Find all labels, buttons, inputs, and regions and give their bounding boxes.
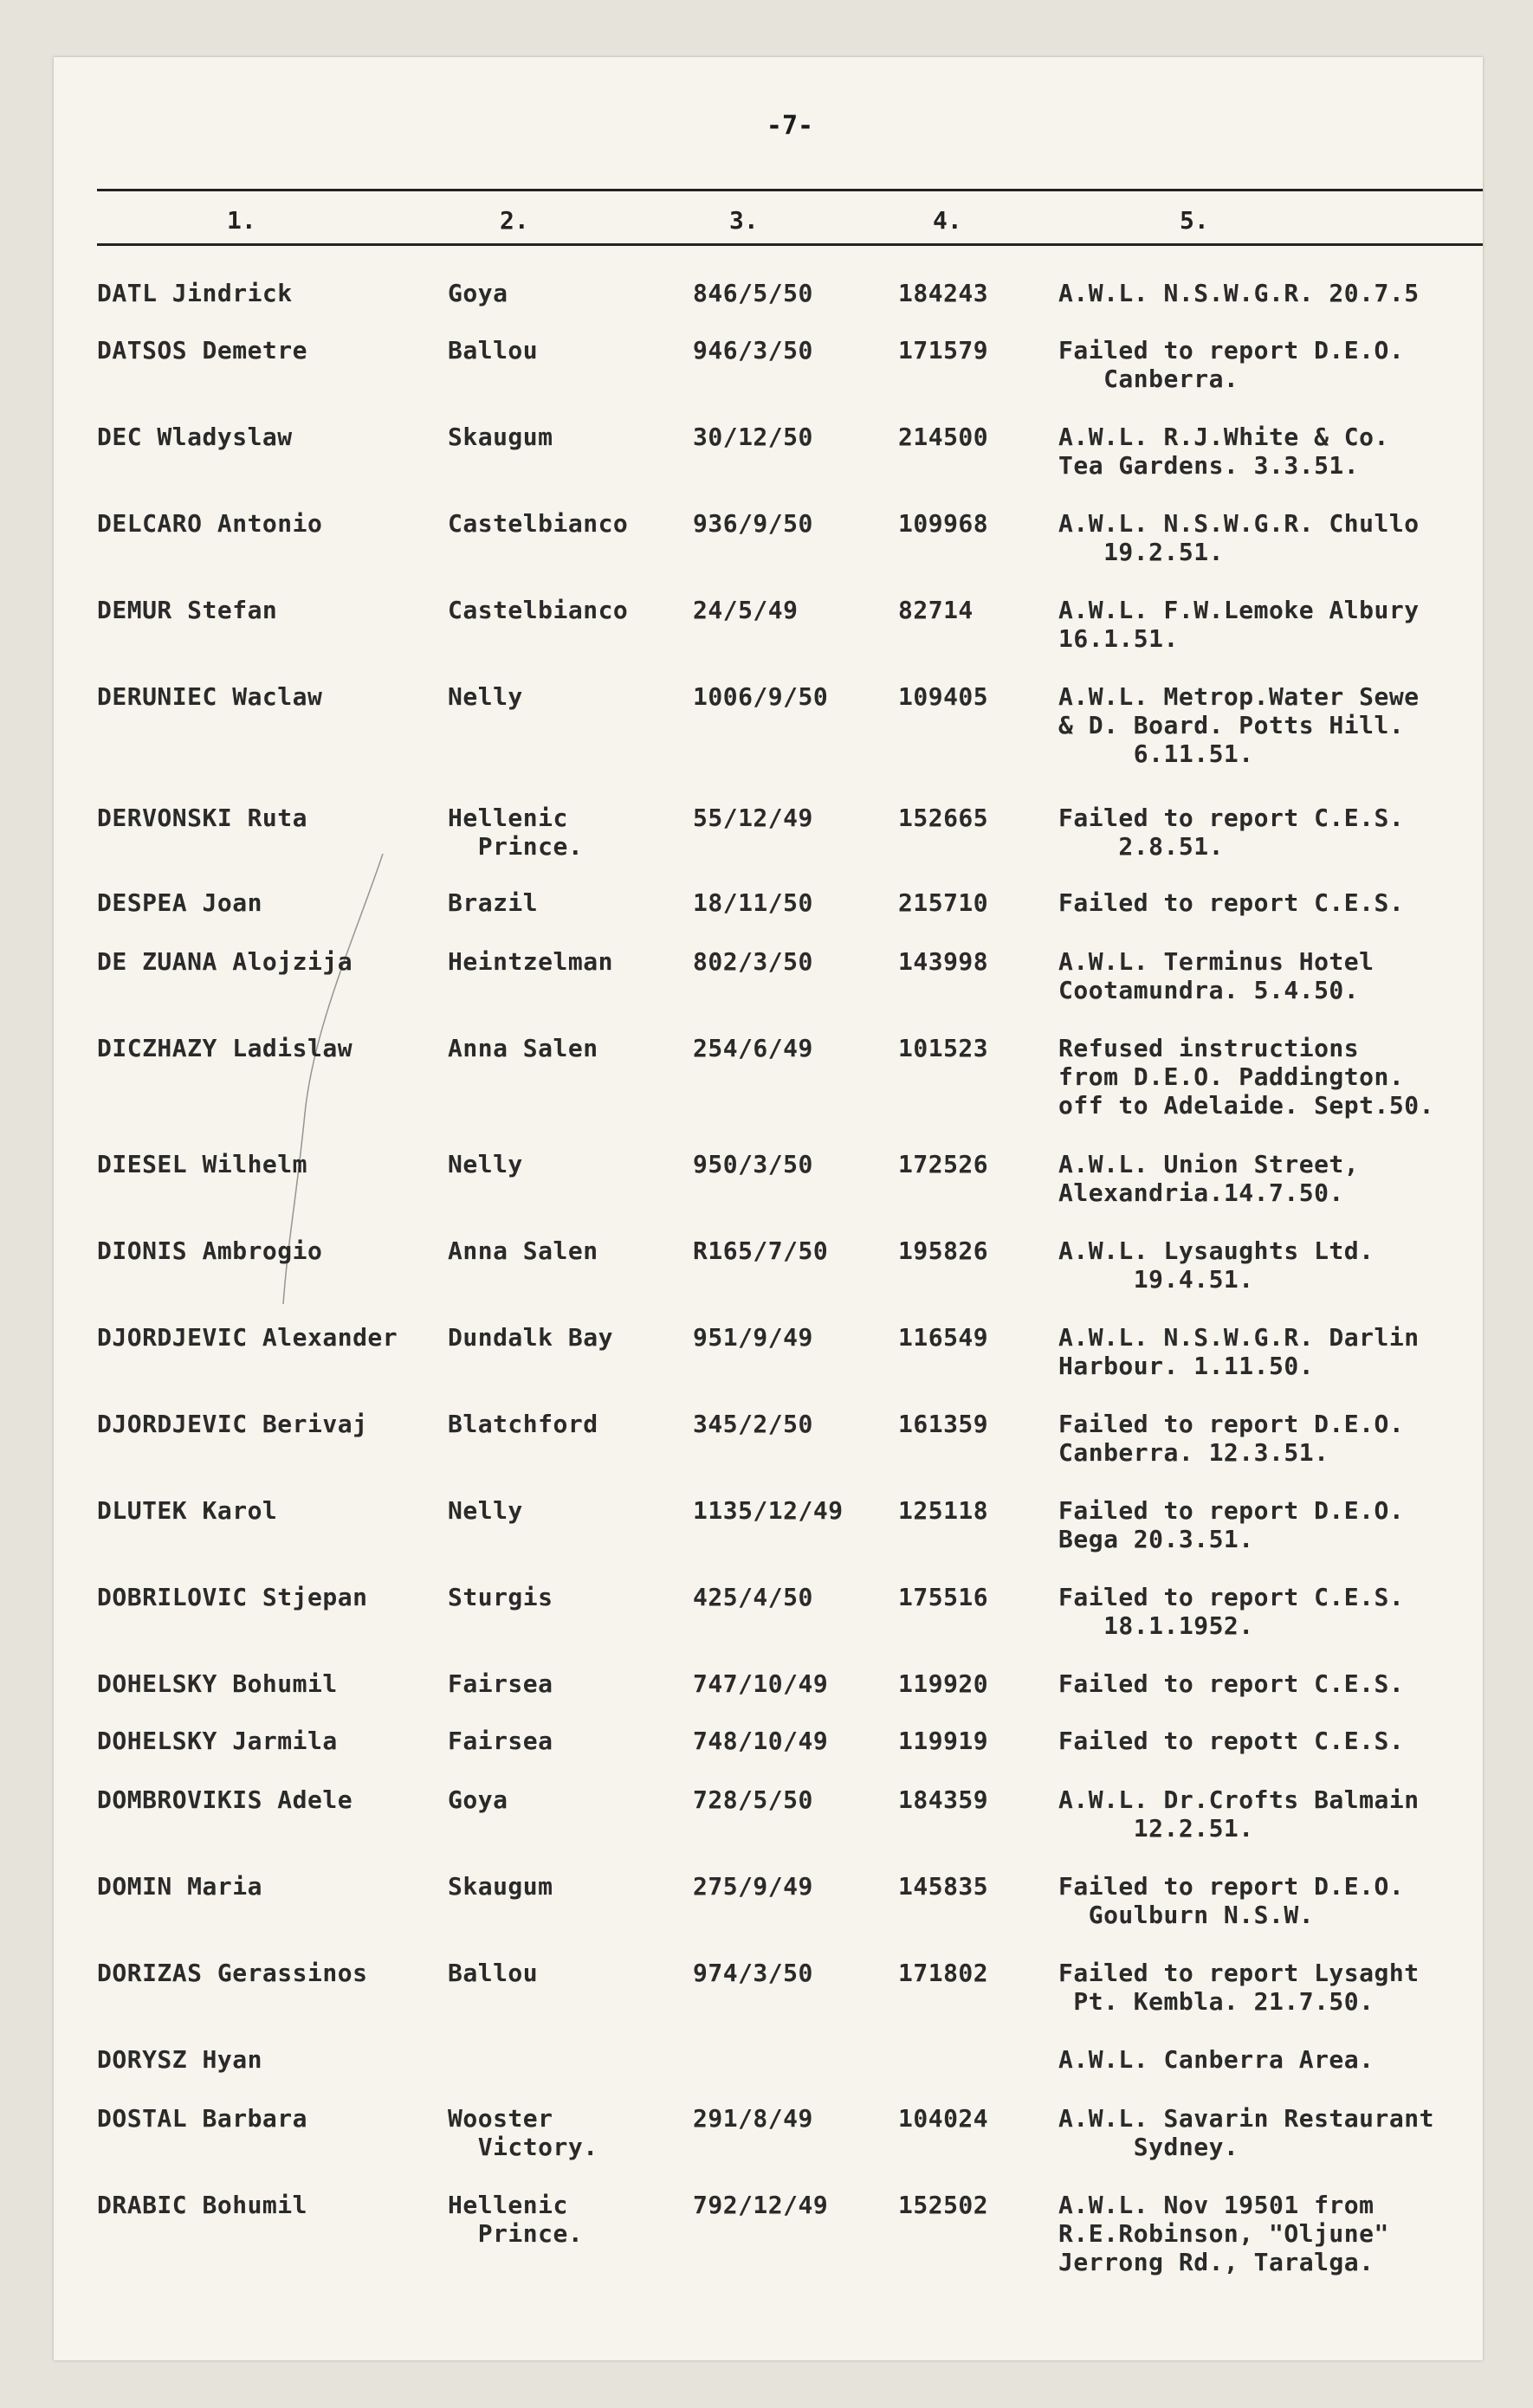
record-ref: 950/3/50: [693, 1150, 813, 1178]
record-name: DATSOS Demetre: [97, 336, 308, 365]
record-ref: 24/5/49: [693, 596, 799, 624]
record-ref: 18/11/50: [693, 888, 813, 917]
record-number: 152502: [898, 2191, 989, 2219]
record-name: DOHELSKY Bohumil: [97, 1669, 338, 1698]
record-remark: A.W.L. Metrop.Water Sewe & D. Board. Potts Hill. 6.11.51.: [1058, 682, 1420, 768]
record-remark: A.W.L. N.S.W.G.R. Darlin Harbour. 1.11.50.: [1058, 1323, 1420, 1380]
record-number: 82714: [898, 596, 973, 624]
record-name: DOSTAL Barbara: [97, 2104, 308, 2133]
record-name: DICZHAZY Ladislaw: [97, 1034, 353, 1062]
record-remark: A.W.L. N.S.W.G.R. Chullo 19.2.51.: [1058, 509, 1420, 566]
record-ref: 846/5/50: [693, 279, 813, 307]
document-page: [54, 57, 1483, 2360]
record-ship: Ballou: [448, 1959, 539, 1987]
record-name: DERVONSKI Ruta: [97, 804, 308, 832]
record-number: 184359: [898, 1785, 989, 1814]
record-ship: Anna Salen: [448, 1236, 598, 1265]
record-remark: A.W.L. Nov 19501 from R.E.Robinson, "Oljune" Jerrong Rd., Taralga.: [1058, 2191, 1389, 2276]
record-ref: 748/10/49: [693, 1727, 829, 1755]
record-ship: Dundalk Bay: [448, 1323, 613, 1352]
record-remark: A.W.L. Savarin Restaurant Sydney.: [1058, 2104, 1434, 2161]
record-ref: 275/9/49: [693, 1872, 813, 1901]
record-number: 161359: [898, 1410, 989, 1438]
record-number: 101523: [898, 1034, 989, 1062]
page-number: -7-: [766, 111, 814, 141]
record-number: 145835: [898, 1872, 989, 1901]
record-ship: Anna Salen: [448, 1034, 598, 1062]
record-number: 152665: [898, 804, 989, 832]
column-header-1: 1.: [227, 206, 256, 235]
record-remark: A.W.L. Canberra Area.: [1058, 2045, 1375, 2074]
record-number: 171579: [898, 336, 989, 365]
record-name: DELCARO Antonio: [97, 509, 323, 538]
record-number: 184243: [898, 279, 989, 307]
record-remark: A.W.L. Union Street, Alexandria.14.7.50.: [1058, 1150, 1360, 1207]
record-ref: 728/5/50: [693, 1785, 813, 1814]
record-remark: A.W.L. F.W.Lemoke Albury 16.1.51.: [1058, 596, 1420, 653]
record-number: 171802: [898, 1959, 989, 1987]
record-remark: Failed to report C.E.S. 2.8.51.: [1058, 804, 1405, 861]
record-name: DOMBROVIKIS Adele: [97, 1785, 353, 1814]
record-ship: Wooster Victory.: [448, 2104, 598, 2161]
record-name: DEMUR Stefan: [97, 596, 278, 624]
record-ship: Sturgis: [448, 1583, 553, 1611]
record-ship: Skaugum: [448, 423, 553, 451]
record-remark: Failed to report D.E.O. Canberra.: [1058, 336, 1405, 393]
record-ship: Castelbianco: [448, 596, 629, 624]
record-number: 195826: [898, 1236, 989, 1265]
record-remark: A.W.L. N.S.W.G.R. 20.7.5: [1058, 279, 1420, 307]
record-ship: Ballou: [448, 336, 539, 365]
record-name: DIESEL Wilhelm: [97, 1150, 308, 1178]
record-ship: Brazil: [448, 888, 539, 917]
record-remark: Failed to report D.E.O. Goulburn N.S.W.: [1058, 1872, 1405, 1929]
record-ship: Blatchford: [448, 1410, 598, 1438]
record-number: 175516: [898, 1583, 989, 1611]
record-name: DOHELSKY Jarmila: [97, 1727, 338, 1755]
record-ref: 425/4/50: [693, 1583, 813, 1611]
record-ref: 291/8/49: [693, 2104, 813, 2133]
record-name: DORYSZ Hyan: [97, 2045, 262, 2074]
record-remark: A.W.L. Terminus Hotel Cootamundra. 5.4.50.: [1058, 947, 1375, 1004]
header-rule-top: [97, 189, 1483, 191]
record-number: 109405: [898, 682, 989, 711]
header-rule-bottom: [97, 243, 1483, 246]
record-remark: Failed to report D.E.O. Bega 20.3.51.: [1058, 1496, 1405, 1553]
column-header-3: 3.: [729, 206, 759, 235]
record-ref: 792/12/49: [693, 2191, 829, 2219]
record-ref: 345/2/50: [693, 1410, 813, 1438]
record-name: DOMIN Maria: [97, 1872, 262, 1901]
record-number: 172526: [898, 1150, 989, 1178]
record-remark: Failed to report C.E.S. 18.1.1952.: [1058, 1583, 1405, 1640]
record-ref: 802/3/50: [693, 947, 813, 976]
record-ref: 1006/9/50: [693, 682, 829, 711]
record-number: 104024: [898, 2104, 989, 2133]
record-name: DJORDJEVIC Berivaj: [97, 1410, 368, 1438]
record-ref: 747/10/49: [693, 1669, 829, 1698]
record-ship: Goya: [448, 279, 508, 307]
record-name: DORIZAS Gerassinos: [97, 1959, 368, 1987]
record-number: 143998: [898, 947, 989, 976]
record-number: 125118: [898, 1496, 989, 1525]
record-name: DJORDJEVIC Alexander: [97, 1323, 398, 1352]
record-ref: 951/9/49: [693, 1323, 813, 1352]
record-ship: Hellenic Prince.: [448, 804, 584, 861]
record-ship: Goya: [448, 1785, 508, 1814]
record-ref: 55/12/49: [693, 804, 813, 832]
record-number: 214500: [898, 423, 989, 451]
record-ship: Nelly: [448, 1496, 523, 1525]
record-name: DATL Jindrick: [97, 279, 293, 307]
record-ref: 30/12/50: [693, 423, 813, 451]
record-ship: Fairsea: [448, 1669, 553, 1698]
record-remark: Failed to report Lysaght Pt. Kembla. 21.7.50.: [1058, 1959, 1420, 2016]
record-name: DEC Wladyslaw: [97, 423, 293, 451]
record-name: DIONIS Ambrogio: [97, 1236, 323, 1265]
record-number: 215710: [898, 888, 989, 917]
record-ship: Skaugum: [448, 1872, 553, 1901]
record-ref: 946/3/50: [693, 336, 813, 365]
record-number: 119919: [898, 1727, 989, 1755]
record-ship: Fairsea: [448, 1727, 553, 1755]
record-number: 116549: [898, 1323, 989, 1352]
record-remark: Failed to report C.E.S.: [1058, 888, 1405, 917]
record-remark: A.W.L. Lysaughts Ltd. 19.4.51.: [1058, 1236, 1375, 1294]
record-ref: 254/6/49: [693, 1034, 813, 1062]
record-remark: Failed to report D.E.O. Canberra. 12.3.51.: [1058, 1410, 1405, 1467]
record-name: DERUNIEC Waclaw: [97, 682, 323, 711]
column-header-2: 2.: [500, 206, 529, 235]
record-ship: Hellenic Prince.: [448, 2191, 584, 2248]
record-name: DESPEA Joan: [97, 888, 262, 917]
record-name: DE ZUANA Alojzija: [97, 947, 353, 976]
record-ship: Castelbianco: [448, 509, 629, 538]
record-remark: Failed to report C.E.S.: [1058, 1669, 1405, 1698]
record-remark: Failed to repott C.E.S.: [1058, 1727, 1405, 1755]
record-remark: A.W.L. Dr.Crofts Balmain 12.2.51.: [1058, 1785, 1420, 1843]
record-remark: Refused instructions from D.E.O. Paddington. off to Adelaide. Sept.50.: [1058, 1034, 1434, 1120]
record-ship: Heintzelman: [448, 947, 613, 976]
record-number: 119920: [898, 1669, 989, 1698]
record-ship: Nelly: [448, 682, 523, 711]
record-ref: R165/7/50: [693, 1236, 829, 1265]
record-number: 109968: [898, 509, 989, 538]
record-name: DOBRILOVIC Stjepan: [97, 1583, 368, 1611]
record-ref: 974/3/50: [693, 1959, 813, 1987]
record-name: DLUTEK Karol: [97, 1496, 278, 1525]
record-name: DRABIC Bohumil: [97, 2191, 308, 2219]
record-ship: Nelly: [448, 1150, 523, 1178]
record-ref: 936/9/50: [693, 509, 813, 538]
column-header-5: 5.: [1180, 206, 1209, 235]
record-ref: 1135/12/49: [693, 1496, 844, 1525]
record-remark: A.W.L. R.J.White & Co. Tea Gardens. 3.3.51.: [1058, 423, 1389, 480]
column-header-4: 4.: [933, 206, 962, 235]
